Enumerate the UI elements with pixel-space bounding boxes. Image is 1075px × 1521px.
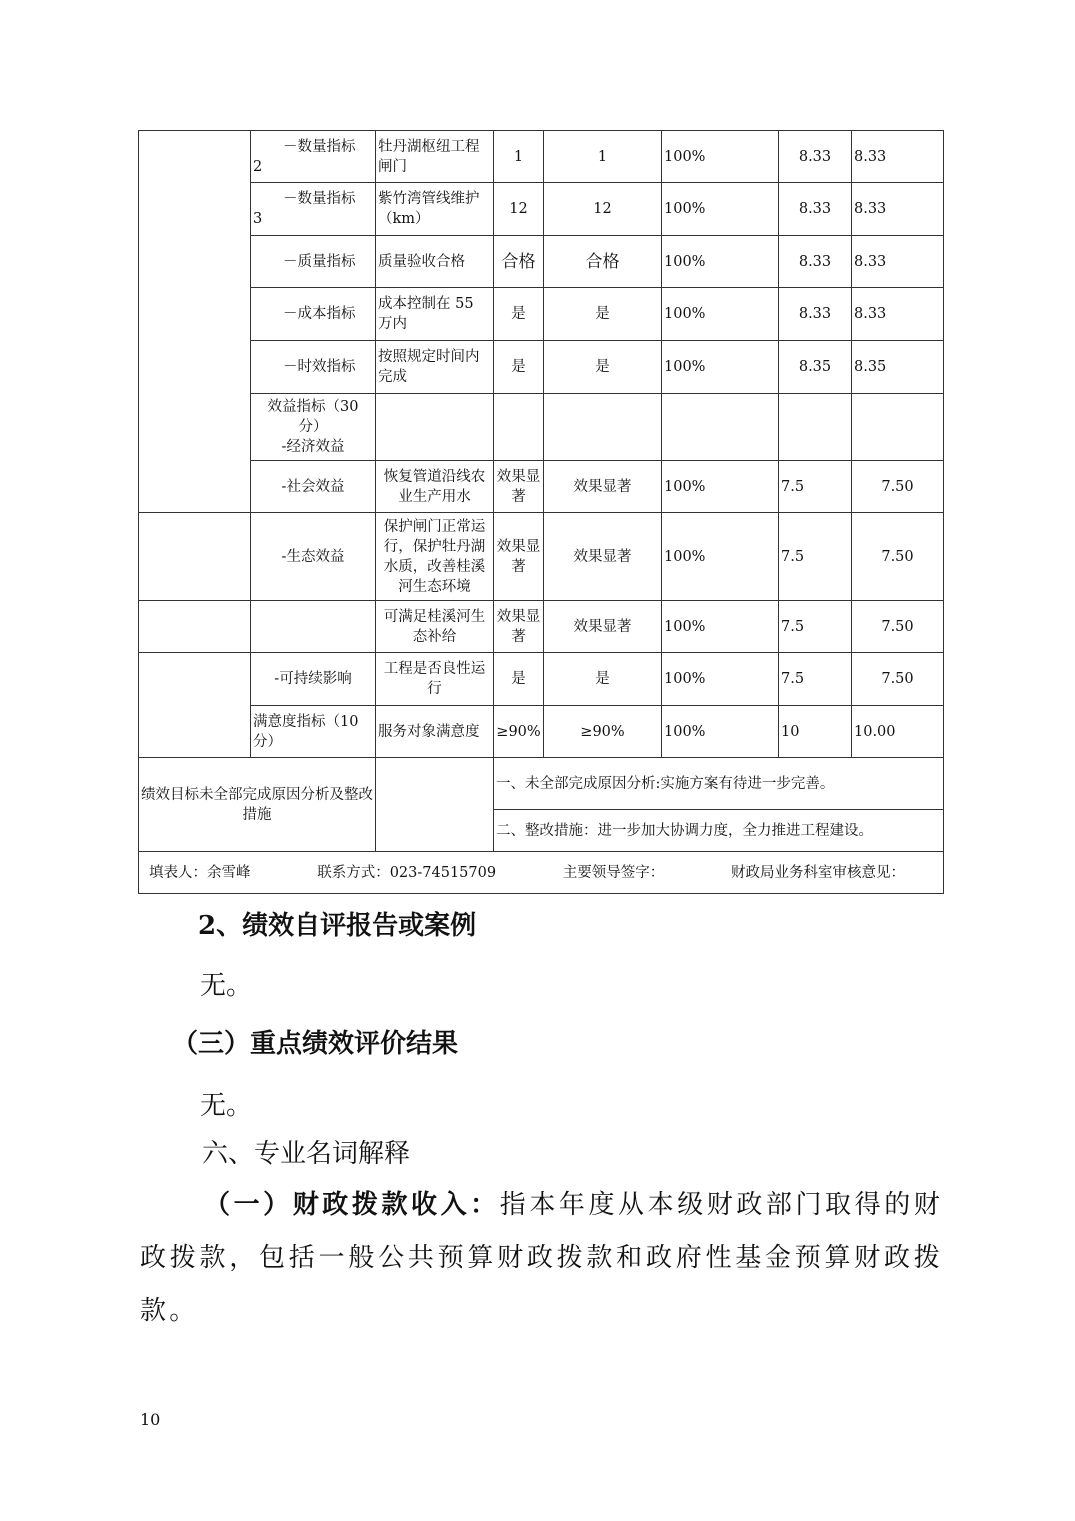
target-cell: 是	[494, 288, 544, 341]
actual-cell: ≥90%	[544, 706, 662, 758]
none-text: 无。	[200, 1091, 253, 1121]
content-cell: 按照规定时间内完成	[376, 341, 494, 394]
score-cell: 10.00	[852, 706, 944, 758]
none-text: 无。	[200, 971, 253, 1001]
actual-cell: 1	[544, 131, 662, 183]
heading-term-explanation: 六、专业名词解释	[202, 1139, 411, 1169]
weight-cell: 7.5	[779, 601, 852, 653]
content-cell: 牡丹湖枢纽工程闸门	[376, 131, 494, 183]
indicator-cell: -生态效益	[251, 513, 376, 601]
actual-cell: 效果显著	[544, 601, 662, 653]
table-row	[139, 706, 944, 758]
content-cell: 恢复管道沿线农业生产用水	[376, 461, 494, 513]
weight-cell: 7.5	[779, 461, 852, 513]
category-cell	[139, 131, 251, 513]
content-cell: 服务对象满意度	[376, 706, 494, 758]
actual-cell: 是	[544, 653, 662, 706]
table-row	[139, 183, 944, 236]
heading-self-evaluation-report: 2、绩效自评报告或案例	[198, 911, 477, 941]
weight-cell: 8.33	[779, 236, 852, 288]
target-cell: 效果显著	[494, 461, 544, 513]
rate-cell: 100%	[662, 601, 779, 653]
weight-cell: 8.33	[779, 288, 852, 341]
benefit-header-cell: 效益指标（30 分） -经济效益	[251, 394, 376, 461]
table-row	[139, 513, 944, 601]
heading-key-evaluation: （三）重点绩效评价结果	[172, 1029, 459, 1059]
term-paragraph	[140, 1179, 943, 1338]
target-cell: 1	[494, 131, 544, 183]
indicator-cell: 满意度指标（10 分）	[251, 706, 376, 758]
weight-cell: 7.5	[779, 513, 852, 601]
term-label: （一）财政拨款收入：	[204, 1190, 500, 1220]
rate-cell: 100%	[662, 341, 779, 394]
target-cell: 效果显著	[494, 601, 544, 653]
rate-cell: 100%	[662, 653, 779, 706]
rate-cell: 100%	[662, 183, 779, 236]
actual-cell: 效果显著	[544, 461, 662, 513]
weight-cell: 8.35	[779, 341, 852, 394]
analysis-reason: 一、未全部完成原因分析:实施方案有待进一步完善。	[494, 758, 944, 810]
term-definition: 指本年度从本级财政部门取得的财政拨款，包括一般公共预算财政拨款和政府性基金预算财政拨款。	[140, 1190, 943, 1326]
indicator-cell: －数量指标 3	[251, 183, 376, 236]
content-cell: 质量验收合格	[376, 236, 494, 288]
weight-cell: 8.33	[779, 183, 852, 236]
contact-label: 联系方式：023-74515709	[317, 864, 497, 881]
score-cell: 8.33	[852, 288, 944, 341]
rate-cell: 100%	[662, 236, 779, 288]
indicator-cell: －质量指标	[251, 236, 376, 288]
score-cell: 7.50	[852, 461, 944, 513]
rate-cell: 100%	[662, 706, 779, 758]
target-cell: 是	[494, 653, 544, 706]
weight-cell: 8.33	[779, 131, 852, 183]
score-cell: 7.50	[852, 513, 944, 601]
indicator-cell: -社会效益	[251, 461, 376, 513]
review-opinion-label: 财政局业务科室审核意见：	[731, 864, 905, 881]
target-cell: 12	[494, 183, 544, 236]
table-row	[139, 288, 944, 341]
actual-cell: 是	[544, 341, 662, 394]
table-footer-row	[139, 852, 944, 894]
indicator-cell: －成本指标	[251, 288, 376, 341]
content-cell: 紫竹湾管线维护（km）	[376, 183, 494, 236]
target-cell: ≥90%	[494, 706, 544, 758]
indicator-cell: －数量指标 2	[251, 131, 376, 183]
table-row	[139, 461, 944, 513]
content-cell: 工程是否良性运行	[376, 653, 494, 706]
target-cell: 合格	[494, 236, 544, 288]
table-row	[139, 131, 944, 183]
actual-cell: 12	[544, 183, 662, 236]
analysis-label: 绩效目标未全部完成原因分析及整改措施	[139, 758, 376, 852]
table-row	[139, 758, 944, 810]
score-cell: 8.33	[852, 131, 944, 183]
page-number: 10	[140, 1410, 161, 1429]
score-cell: 7.50	[852, 601, 944, 653]
analysis-measures: 二、整改措施：进一步加大协调力度，全力推进工程建设。	[494, 810, 944, 852]
target-cell: 效果显著	[494, 513, 544, 601]
table-row	[139, 341, 944, 394]
target-cell: 是	[494, 341, 544, 394]
content-cell: 可满足桂溪河生态补给	[376, 601, 494, 653]
table-row	[139, 236, 944, 288]
score-cell: 8.33	[852, 183, 944, 236]
rate-cell: 100%	[662, 288, 779, 341]
table-row	[139, 653, 944, 706]
score-cell: 8.35	[852, 341, 944, 394]
score-cell: 7.50	[852, 653, 944, 706]
leader-signature-label: 主要领导签字：	[562, 864, 665, 881]
weight-cell: 7.5	[779, 653, 852, 706]
rate-cell: 100%	[662, 513, 779, 601]
actual-cell: 合格	[544, 236, 662, 288]
content-cell: 成本控制在 55 万内	[376, 288, 494, 341]
actual-cell: 效果显著	[544, 513, 662, 601]
rate-cell: 100%	[662, 461, 779, 513]
rate-cell: 100%	[662, 131, 779, 183]
weight-cell: 10	[779, 706, 852, 758]
filler-label: 填表人：余雪峰	[149, 864, 251, 881]
indicator-cell: －时效指标	[251, 341, 376, 394]
table-row	[139, 394, 944, 461]
performance-table	[138, 130, 944, 894]
table-row	[139, 601, 944, 653]
score-cell: 8.33	[852, 236, 944, 288]
content-cell: 保护闸门正常运行，保护牡丹湖水质，改善桂溪河生态环境	[376, 513, 494, 601]
actual-cell: 是	[544, 288, 662, 341]
indicator-cell: -可持续影响	[251, 653, 376, 706]
